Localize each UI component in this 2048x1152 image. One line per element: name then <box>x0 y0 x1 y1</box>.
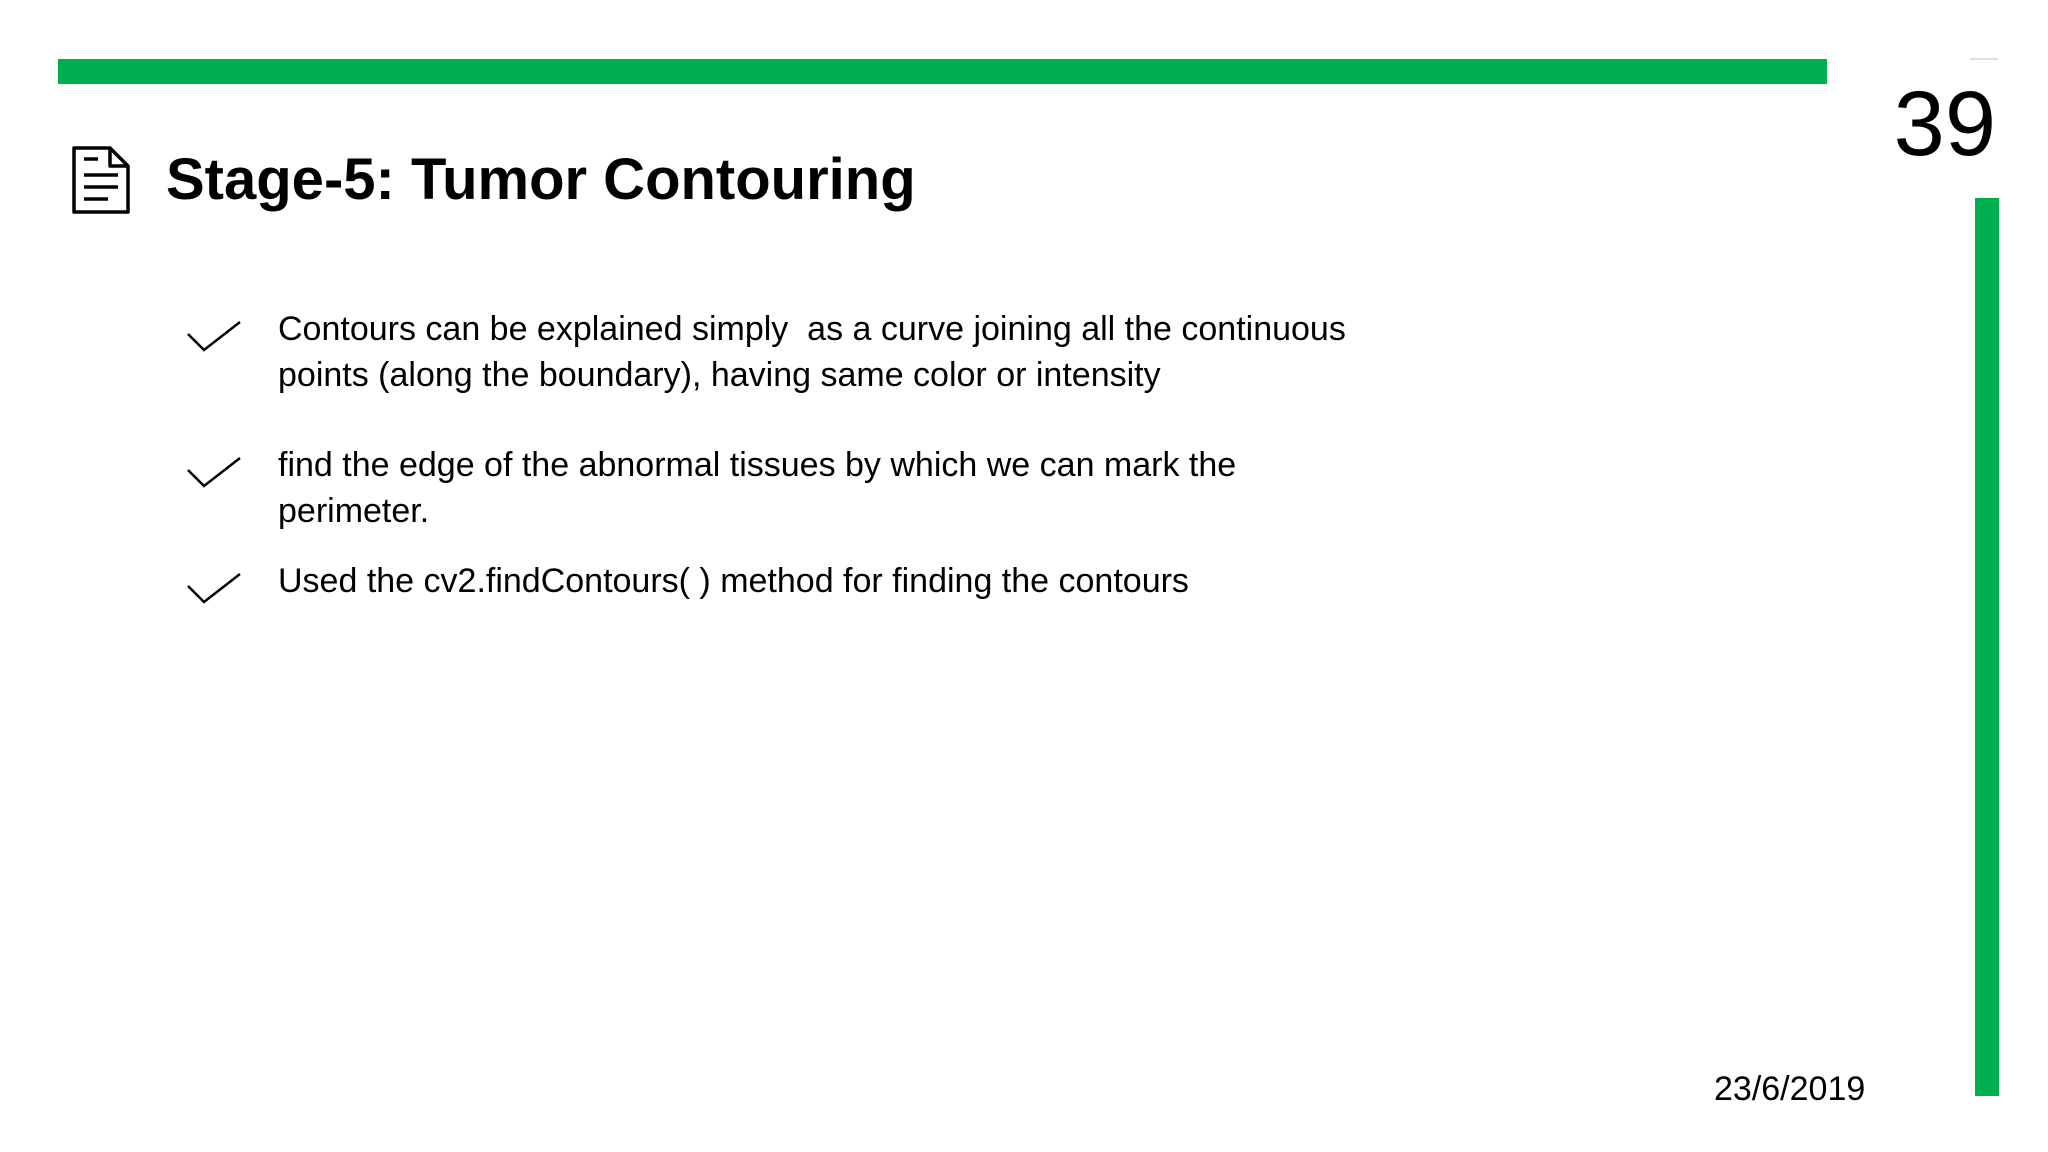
checkmark-icon <box>186 454 242 490</box>
bullet-text: Contours can be explained simply as a curve joining all the continuous points (along the boundary), having same color or intensity <box>278 310 1346 394</box>
slide-number: 39 <box>1893 73 1996 175</box>
checkmark-icon <box>186 318 242 354</box>
top-accent-bar <box>58 59 1827 84</box>
bullet-text: find the edge of the abnormal tissues by which we can mark the perimeter. <box>278 446 1237 530</box>
slide-date: 23/6/2019 <box>1714 1070 1866 1108</box>
list-item <box>186 558 1486 604</box>
slide-title: Stage-5: Tumor Contouring <box>166 147 916 212</box>
list-item <box>186 306 1486 398</box>
bullet-list <box>186 306 1486 604</box>
checkmark-icon <box>186 570 242 606</box>
list-item <box>186 442 1486 534</box>
document-icon <box>70 145 132 215</box>
corner-divider <box>1970 58 1998 60</box>
bullet-text: Used the cv2.findContours( ) method for finding the contours <box>278 562 1189 600</box>
side-accent-bar <box>1975 198 1999 1096</box>
